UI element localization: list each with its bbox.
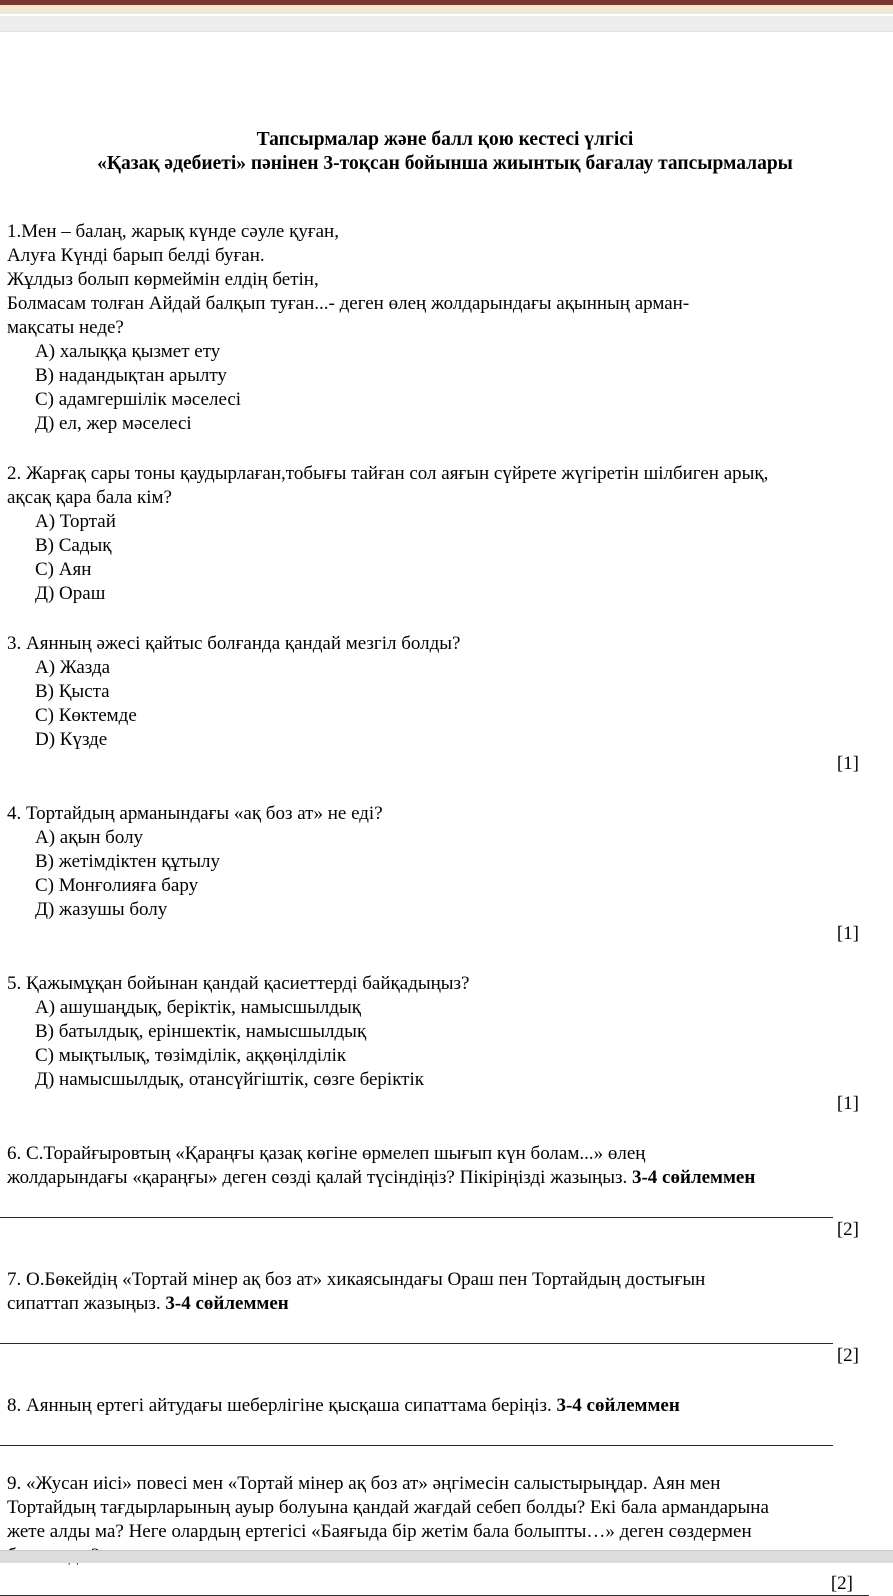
stem-segment: 7. О.Бөкейдің «Тортай мінер ақ боз ат» хикаясындағы Ораш пен Тортайдың достығын [7, 1269, 706, 1290]
answer-option: С) Аян [35, 559, 92, 580]
stem-segment: 2. Жарғақ сары тоны қаудырлаған,тобығы тайған сол аяғын сүйрете жүгіретін шілбиген арық, [7, 463, 769, 484]
options-list [7, 510, 883, 606]
answer-option: Д) жазушы болу [35, 899, 168, 920]
answer-write-line [0, 1572, 869, 1596]
stem-segment: Тортайдың тағдырларының ауыр болуына қандай жағдай себеп болды? Екі бала армандарына [7, 1497, 769, 1518]
answer-option: Д) намысшылдық, отансүйгіштік, сөзге беріктік [35, 1069, 424, 1090]
question [7, 972, 883, 1116]
answer-option: Д) Ораш [35, 583, 106, 604]
stem-segment: 8. Аянның ертегі айтудағы шеберлігіне қысқаша сипаттама беріңіз. [7, 1395, 557, 1416]
bottom-strip [0, 1550, 893, 1563]
question [7, 1142, 883, 1242]
stem-segment: Алуға Күнді барып белді буған. [7, 245, 265, 266]
marks-badge: [2] [836, 1219, 859, 1240]
page-title-line1: Тапсырмалар және балл қою кестесі үлгісі [256, 129, 634, 150]
answer-option: В) Қыста [35, 681, 110, 702]
top-cream-bar [0, 5, 893, 16]
page-title-line2: «Қазақ әдебиеті» пәнінен 3-тоқсан бойынша жиынтық бағалау тапсырмалары [97, 153, 793, 174]
question-stem-line [7, 486, 883, 510]
options-list [7, 340, 883, 436]
question-stem-line [7, 972, 883, 996]
marks-badge: [1] [836, 1093, 859, 1114]
question [7, 462, 883, 606]
answer-option: А) ашушаңдық, беріктік, намысшылдық [35, 997, 362, 1018]
question [7, 1472, 883, 1596]
document-content [0, 32, 893, 1596]
answer-option: С) мықтылық, төзімділік, аққөңілділік [35, 1045, 347, 1066]
stem-bold-segment: 3-4 сөйлеммен [631, 1167, 756, 1188]
question-stem-line [7, 462, 883, 486]
question-stem-line [7, 220, 883, 244]
question-stem-line [7, 1268, 883, 1292]
answer-option: В) батылдық, еріншектік, намысшылдық [35, 1021, 367, 1042]
stem-bold-segment: 3-4 сөйлеммен [556, 1395, 680, 1416]
answer-option: В) надандықтан арылту [35, 365, 227, 386]
answer-option: А) Тортай [35, 511, 116, 532]
answer-option: В) Садық [35, 535, 112, 556]
questions-list [7, 220, 883, 1596]
marks-badge: [2] [836, 1345, 859, 1366]
question [7, 1394, 883, 1446]
answer-option: С) Көктемде [35, 705, 137, 726]
answer-option: А) ақын болу [35, 827, 144, 848]
question [7, 802, 883, 946]
options-list [7, 656, 883, 752]
answer-option: А) Жазда [35, 657, 111, 678]
question [7, 1268, 883, 1368]
question-stem-line [7, 1472, 883, 1496]
stem-segment: 3. Аянның әжесі қайтыс болғанда қандай мезгіл болды? [7, 633, 461, 654]
question-stem-line [7, 802, 883, 826]
stem-segment: 9. «Жусан иісі» повесі мен «Тортай мінер ақ боз ат» әңгімесін салыстырыңдар. Аян мен [7, 1473, 721, 1494]
stem-segment: 1.Мен – балаң, жарық күнде сәуле қуған, [7, 221, 339, 242]
options-list [7, 996, 883, 1092]
question-stem-line [7, 1520, 883, 1544]
answer-option: D) Күзде [35, 729, 108, 750]
stem-segment: Жұлдыз болып көрмеймін елдің бетін, [7, 269, 319, 290]
stem-segment: 5. Қажымұқан бойынан қандай қасиеттерді байқадыңыз? [7, 973, 470, 994]
answer-write-line [0, 1422, 833, 1446]
question-stem-line [7, 1394, 883, 1418]
answer-write-line [0, 1320, 833, 1344]
answer-option: В) жетімдіктен құтылу [35, 851, 221, 872]
question-stem-line [7, 244, 883, 268]
question-stem-line [7, 292, 883, 316]
stem-segment: 6. С.Торайғыровтың «Қараңғы қазақ көгіне өрмелеп шығып күн болам...» өлең [7, 1143, 646, 1164]
answer-option: С) адамгершілік мәселесі [35, 389, 242, 410]
marks-badge: [2] [830, 1573, 853, 1594]
question [7, 220, 883, 436]
marks-badge: [1] [836, 753, 859, 774]
stem-segment: жолдарындағы «қараңғы» деген сөзді қалай түсіндіңіз? Пікіріңізді жазыңыз. [7, 1167, 632, 1188]
stem-segment: сипаттап жазыңыз. [7, 1293, 166, 1314]
answer-write-line [0, 1194, 833, 1218]
question-stem-line [7, 1496, 883, 1520]
stem-segment: мақсаты неде? [7, 317, 124, 338]
answer-option: С) Монғолияға бару [35, 875, 199, 896]
question [7, 632, 883, 776]
stem-segment: Болмасам толған Айдай балқып туған...- деген өлең жолдарындағы ақынның арман- [7, 293, 690, 314]
question-stem-line [7, 1166, 883, 1190]
answer-option: Д) ел, жер мәселесі [35, 413, 192, 434]
question-stem-line [7, 1292, 883, 1316]
options-list [7, 826, 883, 922]
marks-badge: [1] [836, 923, 859, 944]
top-gray-bar [0, 16, 893, 32]
question-stem-line [7, 268, 883, 292]
answer-option: А) халыққа қызмет ету [35, 341, 221, 362]
stem-segment: ақсақ қара бала кім? [7, 487, 172, 508]
question-stem-line [7, 316, 883, 340]
stem-segment: жете алды ма? Неге олардың ертегісі «Баяғыда бір жетім бала болыпты…» деген сөздермен [7, 1521, 752, 1542]
stem-bold-segment: 3-4 сөйлеммен [165, 1293, 289, 1314]
stem-segment: 4. Тортайдың арманындағы «ақ боз ат» не еді? [7, 803, 383, 824]
question-stem-line [7, 632, 883, 656]
question-stem-line [7, 1142, 883, 1166]
